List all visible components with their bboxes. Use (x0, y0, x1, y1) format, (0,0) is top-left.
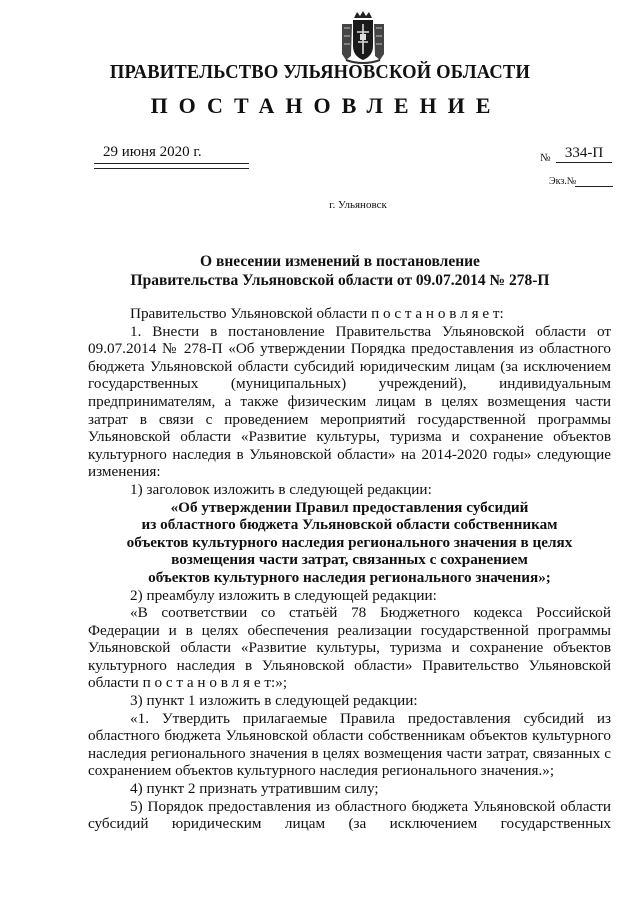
subject-line: Правительства Ульяновской области от 09.07.2014 № 278-П (130, 272, 550, 289)
paragraph: 1) заголовок изложить в следующей редакции: (130, 480, 432, 498)
coat-of-arms-icon (338, 10, 388, 64)
copy-number-line (575, 186, 613, 187)
document-date: 29 июня 2020 г. (103, 144, 202, 160)
paragraph: 3) пункт 1 изложить в следующей редакции: (130, 692, 418, 710)
document-body (88, 305, 611, 833)
paragraph: «1. Утвердить прилагаемые Правила предоставления субсидий из областного бюджета Ульяновской области собственникам объектов культурного наследия регионального значения в целях возмещения части затрат, связанных с сохранением объектов культурного наследия регионального значения.»; (88, 709, 611, 780)
date-underline (94, 163, 249, 164)
quoted-title-line: объектов культурного наследия регионального значения в целях (126, 533, 573, 551)
number-sign: № (540, 152, 551, 164)
quoted-title-line: «Об утверждении Правил предоставления субсидий (170, 498, 529, 516)
document-number: 334-П (556, 144, 612, 163)
city: г. Ульяновск (329, 199, 387, 211)
subject-line: О внесении изменений в постановление (200, 253, 480, 270)
paragraph: 2) преамбулу изложить в следующей редакции: (130, 586, 437, 604)
organization-name: ПРАВИТЕЛЬСТВО УЛЬЯНОВСКОЙ ОБЛАСТИ (109, 62, 531, 83)
quoted-title-line: объектов культурного наследия регионального значения»; (148, 568, 551, 586)
copy-number-label: Экз.№ (549, 176, 577, 187)
paragraph: «В соответствии со статьёй 78 Бюджетного кодекса Российской Федерации и в целях обеспечения реализации государственной программы Ульяновской области «Развитие культуры, туризма и сохранение объектов культурного наследия в Ульяновской области» Правительство Ульяновской области п о с т а н о в л я е т:»; (88, 604, 611, 692)
date-underline-second (94, 168, 249, 169)
paragraph: 4) пункт 2 признать утратившим силу; (130, 780, 379, 798)
paragraph-preamble: Правительство Ульяновской области п о с т а н о в л я е т: (130, 305, 504, 322)
paragraph: 1. Внести в постановление Правительства Ульяновской области от 09.07.2014 № 278-П «Об утверждении Порядка предоставления из областного бюджета Ульяновской области субсидий юридическим лицам (за исключением государственных (муниципальных) учреждений), индивидуальным предпринимателям, а также физическим лицам в целях возмещения части затрат в связи с проведением мероприятий государственной программы Ульяновской области «Развитие культуры, туризма и сохранение объектов культурного наследия в Ульяновской области» на 2014-2020 годы» следующие изменения: (88, 322, 611, 481)
quoted-title-line: из областного бюджета Ульяновской области собственникам (141, 516, 558, 534)
document-subject (0, 252, 640, 290)
paragraph: 5) Порядок предоставления из областного бюджета Ульяновской области субсидий юридическим лицам (за исключением государственных (88, 797, 611, 833)
document-type: ПОСТАНОВЛЕНИЕ (150, 93, 502, 118)
quoted-title-line: возмещения части затрат, связанных с сохранением (171, 551, 528, 569)
